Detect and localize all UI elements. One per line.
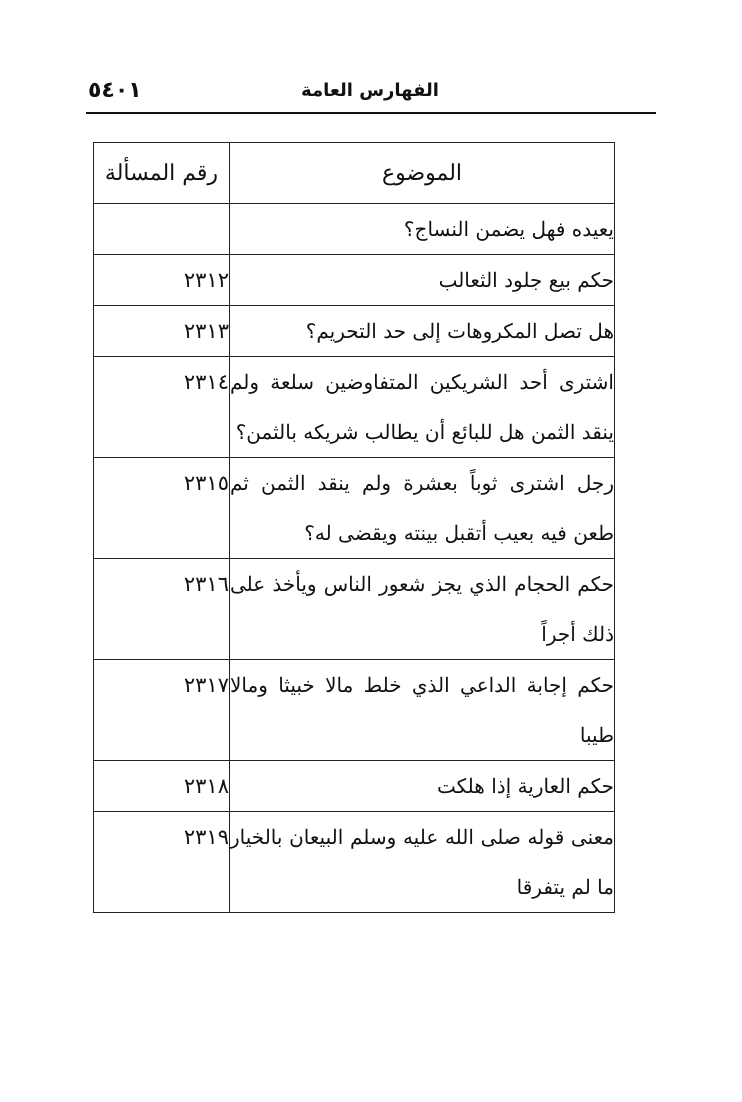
- topic-cell: حكم بيع جلود الثعالب: [230, 255, 615, 306]
- issue-number-cell: [94, 204, 230, 255]
- issue-number-cell: ٢٣١٤: [94, 357, 230, 458]
- page-number: ٥٤٠١: [88, 78, 142, 103]
- column-header-topic: الموضوع: [230, 143, 615, 204]
- table-row: [94, 306, 615, 357]
- topic-cell: يعيده فهل يضمن النساج؟: [230, 204, 615, 255]
- topic-cell: اشترى أحد الشريكين المتفاوضين سلعة ولم ينقد الثمن هل للبائع أن يطالب شريكه بالثمن؟: [230, 357, 615, 458]
- table-row: [94, 761, 615, 812]
- issue-number-cell: ٢٣١٩: [94, 812, 230, 913]
- page-header: [86, 76, 654, 108]
- table-header-row: [94, 143, 615, 204]
- issue-number-cell: ٢٣١٢: [94, 255, 230, 306]
- topic-cell: معنى قوله صلى الله عليه وسلم البيعان بالخيار ما لم يتفرقا: [230, 812, 615, 913]
- topic-cell: حكم الحجام الذي يجز شعور الناس ويأخذ على ذلك أجراً: [230, 559, 615, 660]
- issue-number-cell: ٢٣١٣: [94, 306, 230, 357]
- issue-number-cell: ٢٣١٥: [94, 458, 230, 559]
- index-table: [93, 142, 615, 913]
- table-row: [94, 559, 615, 660]
- topic-cell: حكم العارية إذا هلكت: [230, 761, 615, 812]
- table-row: [94, 204, 615, 255]
- table-row: [94, 812, 615, 913]
- table-row: [94, 458, 615, 559]
- issue-number-cell: ٢٣١٨: [94, 761, 230, 812]
- table-row: [94, 660, 615, 761]
- running-title: الفهارس العامة: [301, 80, 439, 101]
- issue-number-cell: ٢٣١٧: [94, 660, 230, 761]
- table-row: [94, 255, 615, 306]
- column-header-issue-number: رقم المسألة: [94, 143, 230, 204]
- issue-number-cell: ٢٣١٦: [94, 559, 230, 660]
- table-row: [94, 357, 615, 458]
- topic-cell: حكم إجابة الداعي الذي خلط مالا خبيثا ومالا طيبا: [230, 660, 615, 761]
- topic-cell: رجل اشترى ثوباً بعشرة ولم ينقد الثمن ثم طعن فيه بعيب أتقبل بينته ويقضى له؟: [230, 458, 615, 559]
- header-rule: [86, 112, 656, 114]
- topic-cell: هل تصل المكروهات إلى حد التحريم؟: [230, 306, 615, 357]
